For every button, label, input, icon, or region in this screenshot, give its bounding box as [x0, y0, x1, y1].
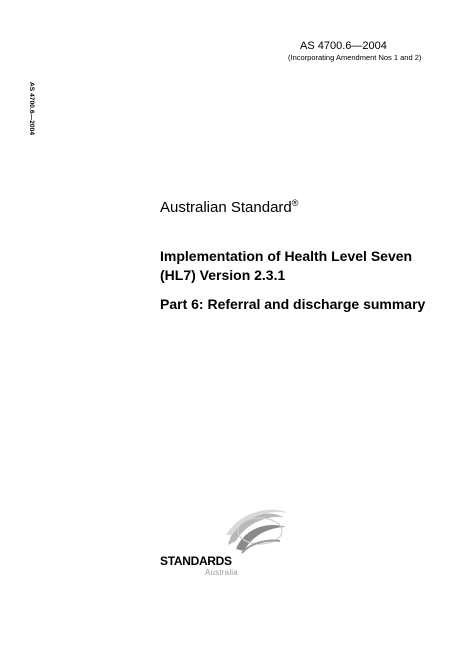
title-line-1: Implementation of Health Level Seven — [160, 248, 413, 264]
amendment-note: (Incorporating Amendment Nos 1 and 2) — [288, 53, 422, 62]
logo-swirl-icon — [220, 505, 290, 557]
title-line-2: (HL7) Version 2.3.1 — [160, 267, 286, 283]
logo-subtext: Australia — [205, 568, 238, 577]
logo-wordmark: STANDARDS — [160, 554, 232, 568]
spine-label: AS 4700.6—2004 — [28, 82, 35, 136]
registered-mark: ® — [291, 198, 299, 208]
part-title: Part 6: Referral and discharge summary — [160, 296, 426, 312]
series-title — [160, 198, 298, 216]
series-text: Australian Standard — [160, 199, 292, 216]
standard-number: AS 4700.6—2004 — [300, 40, 387, 52]
document-title — [160, 247, 460, 285]
